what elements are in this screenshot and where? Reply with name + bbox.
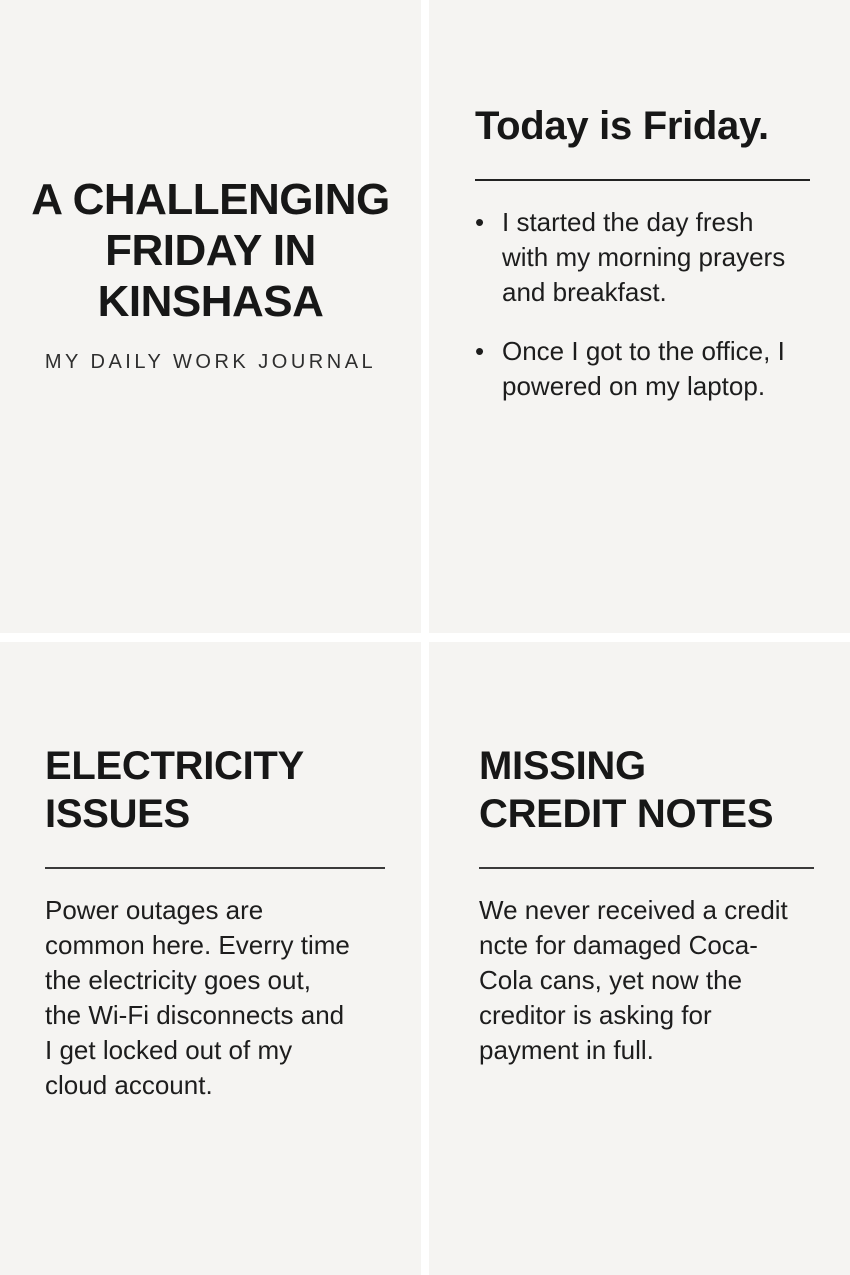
bullet-icon: •: [475, 207, 485, 237]
cover-card: [0, 0, 421, 633]
divider-line: [45, 867, 385, 869]
divider-line: [479, 867, 814, 869]
credit-notes-heading: MISSING CREDIT NOTES: [479, 744, 774, 836]
bullet-icon: •: [475, 336, 485, 366]
today-heading: Today is Friday.: [475, 104, 769, 148]
journal-subtitle: MY DAILY WORK JOURNAL: [44, 351, 377, 373]
electricity-heading: ELECTRICITY ISSUES: [45, 744, 304, 836]
credit-notes-body: We never received a credit ncte for damaged Coca-Cola cans, yet now the creditor is asking for payment in full.: [479, 894, 788, 1065]
today-bullet-list: [475, 205, 810, 404]
bullet-item-text: Once I got to the office, I powered on my laptop.: [502, 336, 785, 401]
divider-line: [475, 179, 810, 181]
electricity-body: Power outages are common here. Everry time the electricity goes out, the Wi-Fi disconnects and I get locked out of my cloud account.: [45, 894, 350, 1100]
list-item: [475, 205, 810, 310]
list-item: [475, 334, 810, 404]
bullet-item-text: I started the day fresh with my morning prayers and breakfast.: [502, 207, 786, 307]
electricity-card: [0, 642, 421, 1275]
today-card: [429, 0, 850, 633]
credit-notes-card: [429, 642, 850, 1275]
journal-title: A CHALLENGING FRIDAY IN KINSHASA: [31, 175, 390, 326]
